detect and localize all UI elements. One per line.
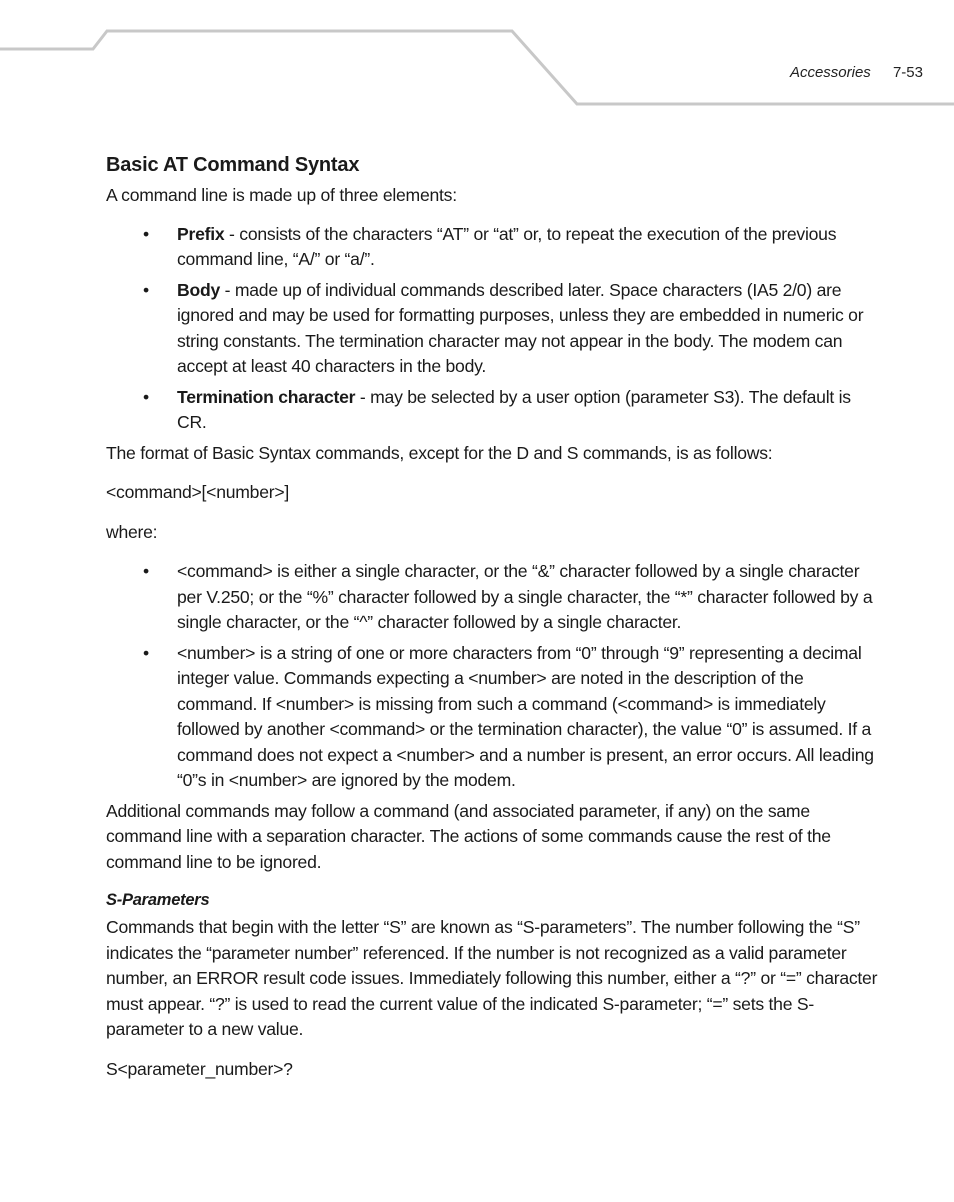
running-header [790,64,923,81]
list-item [143,559,882,636]
s-parameter-syntax-line: S<parameter_number>? [106,1058,293,1079]
where-label: where: [106,521,158,542]
additional-paragraph: Additional commands may follow a command (and associated parameter, if any) on the same command line with a separation character. The actions of some commands cause the rest of the command line to be ignored. [106,800,831,872]
bullet-icon: • [143,561,149,581]
bullet-icon: • [143,642,149,663]
term-prefix: Prefix [177,223,225,244]
main-content [106,152,882,1096]
term-description: - consists of the characters “AT” or “at” or, to repeat the execution of the previous command line, “A/” or “a/”. [177,223,837,269]
list-item [143,641,882,794]
term-description: - made up of individual commands described later. Space characters (IA5 2/0) are ignored and may be used for formatting purposes, unless they are embedded in numeric or string constants. The termination character may not appear in the body. The modem can accept at least 40 characters in the body. [177,279,864,376]
where-list [106,559,882,794]
section-title: Accessories [789,64,871,81]
bullet-icon: • [143,386,149,407]
list-item [143,222,882,273]
header-decorative-rule [0,0,954,110]
syntax-line: <command>[<number>] [106,482,290,502]
intro-paragraph: A command line is made up of three elements: [106,185,457,205]
subsection-heading: S-Parameters [106,891,210,909]
term-body: Body [177,279,220,300]
bullet-icon: • [143,223,149,244]
format-paragraph: The format of Basic Syntax commands, except for the D and S commands, is as follows: [106,442,773,463]
list-item [143,278,882,380]
section-heading: Basic AT Command Syntax [106,154,360,176]
where-item-text: <command> is either a single character, or the “&” character followed by a single character per V.250; or the “%” character followed by a single character, the “*” character followed by a single character, or the “^” character followed by a single character. [177,561,873,632]
s-parameters-paragraph: Commands that begin with the letter “S” are known as “S-parameters”. The number following the “S” indicates the “parameter number” referenced. If the number is not recognized as a valid parameter number, an ERROR result code issues. Immediately following this number, either a “?” or “=” character must appear. “?” is used to read the current value of the indicated S-parameter; “=” sets the S-parameter to a new value. [106,917,878,1039]
elements-list [106,222,882,436]
term-description: - may be selected by a user option (parameter S3). The default is CR. [177,386,851,432]
where-item-text: <number> is a string of one or more characters from “0” through “9” representing a decimal integer value. Commands expecting a <number> are noted in the description of the command. If <number> is missing from such a command (<command> is immediately followed by another <command> or the termination character), the value “0” is assumed. If a command does not expect a <number> and a number is present, an error occurs. All leading “0”s in <number> are ignored by the modem. [177,642,874,790]
term-termination-character: Termination character [177,386,356,407]
page-number: 7-53 [892,64,923,81]
list-item [143,385,882,436]
bullet-icon: • [143,279,149,300]
